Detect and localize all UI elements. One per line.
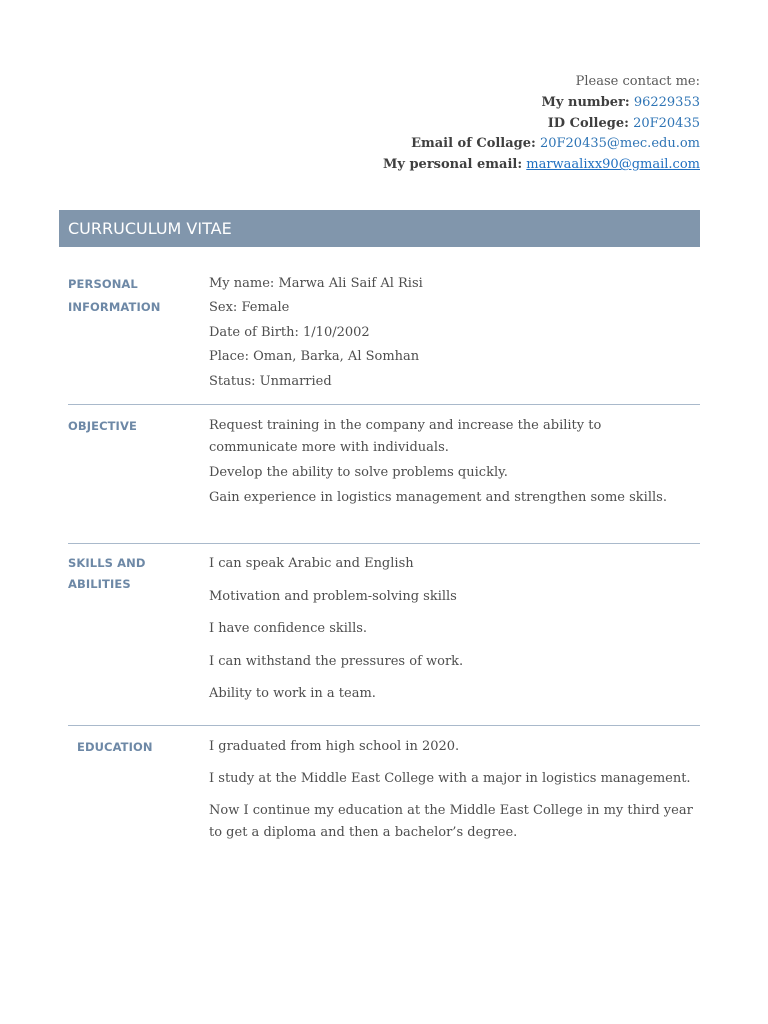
personal-line-status: Status: Unmarried (209, 373, 332, 389)
skill-item: Motivation and problem-solving skills (209, 588, 457, 604)
college-email-label: Email of Collage: (411, 136, 536, 152)
personal-line-dob: Date of Birth: 1/10/2002 (209, 324, 370, 340)
education-line-highschool: I graduated from high school in 2020. (209, 739, 460, 754)
section-body-objective (209, 415, 694, 509)
section-divider (68, 404, 700, 405)
section-personal-information (68, 272, 700, 396)
college-email-value: 20F20435@mec.edu.om (539, 136, 700, 152)
cv-title: CURRUCULUM VITAE (68, 219, 232, 238)
id-value: 20F20435 (633, 115, 700, 131)
section-body-skills (209, 553, 694, 705)
personal-line-place: Place: Oman, Barka, Al Somhan (209, 349, 420, 365)
section-title-personal: PERSONAL INFORMATION (68, 277, 161, 314)
section-education (68, 736, 700, 856)
contact-personal-email-row (383, 155, 700, 176)
objective-line-training: Request training in the company and increase the ability to communicate more with individuals. (209, 418, 602, 455)
section-body-personal (209, 272, 694, 394)
personal-email-label: My personal email: (382, 157, 523, 173)
objective-line-experience: Gain experience in logistics management and strengthen some skills. (209, 490, 667, 505)
section-divider (68, 543, 700, 544)
section-objective (68, 415, 700, 535)
skill-item: I can withstand the pressures of work. (209, 653, 464, 669)
education-line-continue: Now I continue my education at the Middle East College in my third year to get a diploma and then a bachelor’s degree. (209, 803, 693, 840)
personal-line-sex: Sex: Female (209, 300, 290, 316)
skill-item: I have confidence skills. (209, 621, 368, 636)
education-line-college: I study at the Middle East College with a major in logistics management. (209, 771, 691, 786)
section-body-education (209, 736, 694, 844)
contact-block (383, 72, 700, 176)
section-title-objective: OBJECTIVE (68, 419, 137, 433)
number-value: 96229353 (633, 94, 700, 110)
personal-email-link[interactable]: marwaalixx90@gmail.com (526, 157, 700, 173)
personal-line-name: My name: Marwa Ali Saif Al Risi (209, 276, 423, 291)
skill-item: I can speak Arabic and English (209, 556, 414, 571)
section-skills-abilities (68, 553, 700, 713)
contact-college-email-row (383, 134, 700, 155)
section-divider (68, 725, 700, 726)
cv-title-banner (59, 210, 700, 247)
skill-item: Ability to work in a team. (209, 686, 376, 701)
objective-line-problems: Develop the ability to solve problems quickly. (209, 465, 508, 480)
contact-heading: Please contact me: (575, 74, 700, 89)
number-label: My number: (541, 94, 630, 110)
contact-id-row (383, 114, 700, 135)
id-label: ID College: (547, 115, 629, 131)
section-title-education: EDUCATION (77, 740, 153, 754)
section-title-skills: SKILLS AND ABILITIES (68, 556, 146, 591)
contact-number-row (383, 93, 700, 114)
